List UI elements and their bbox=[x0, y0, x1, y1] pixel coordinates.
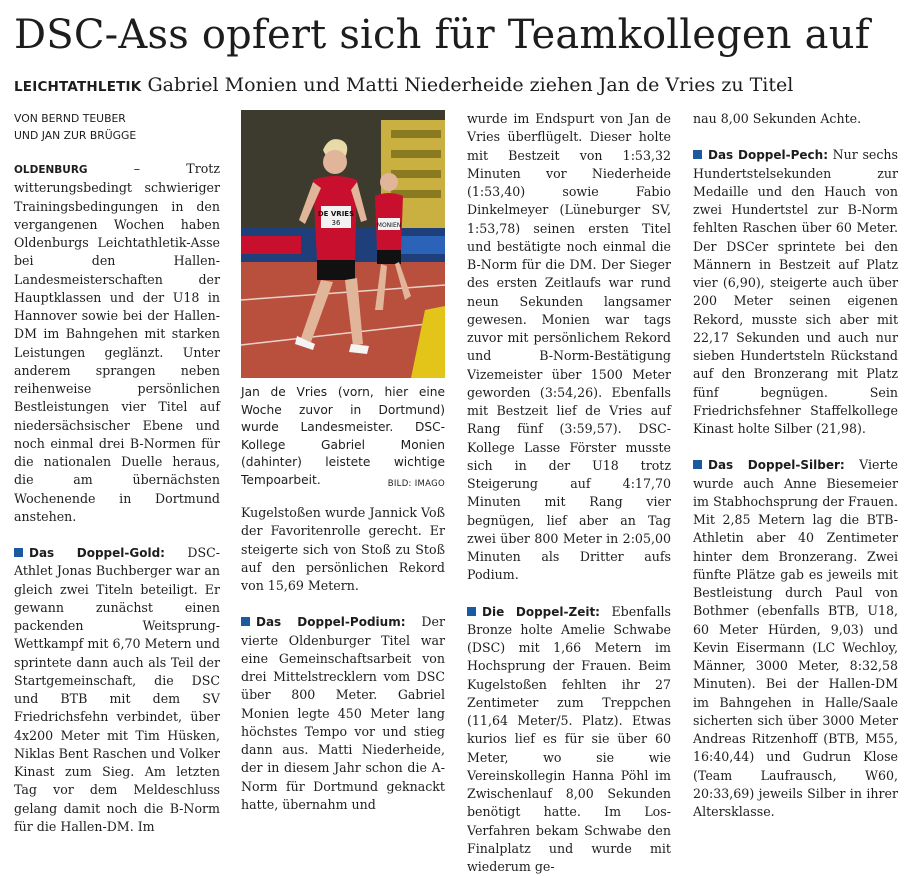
byline-author-1: VON BERND TEUBER bbox=[14, 112, 126, 125]
photo-credit: BILD: IMAGO bbox=[388, 476, 445, 494]
bib-back-name: MONIEN bbox=[377, 222, 401, 229]
subheadline bbox=[14, 70, 904, 102]
column-1 bbox=[14, 110, 220, 836]
race-photo bbox=[241, 110, 445, 378]
photo-caption bbox=[241, 384, 445, 489]
column-4 bbox=[693, 110, 898, 821]
headline: DSC-Ass opfert sich für Teamkollegen auf bbox=[14, 8, 904, 62]
silber-paragraph bbox=[693, 456, 898, 821]
zeit-paragraph bbox=[467, 603, 671, 876]
kicker: LEICHTATHLETIK bbox=[14, 79, 141, 95]
column-3 bbox=[467, 110, 671, 876]
pech-paragraph bbox=[693, 146, 898, 438]
bib-front-number: 36 bbox=[332, 219, 341, 227]
square-bullet-icon bbox=[693, 460, 702, 469]
square-bullet-icon bbox=[14, 548, 23, 557]
square-bullet-icon bbox=[693, 150, 702, 159]
subtitle: Gabriel Monien und Matti Niederheide ziehen Jan de Vries zu Titel bbox=[147, 74, 793, 96]
byline bbox=[14, 110, 220, 144]
column-2 bbox=[241, 110, 445, 814]
podium-text: Der vierte Oldenburger Titel war eine Gemeinschaftsarbeit von drei Mittelstrecklern vom DSC über 800 Meter. Gabriel Monien legte 450 Meter lang höchstes Tempo vor und stieg dann aus. Matti Niederheide, der in diesem Jahr schon die A-Norm für Dortmund geknackt hatte, übernahm und bbox=[241, 614, 445, 812]
gold-subhead: Das Doppel-Gold: bbox=[29, 546, 165, 560]
intro-paragraph bbox=[14, 160, 220, 526]
gold-text: DSC-Athlet Jonas Buchberger war an gleich zwei Titeln beteiligt. Er gewann zunächst einen packenden Weitsprung-Wettkampf mit 6,70 Metern und sprintete dann auch als Teil der Startgemeinschaft, die DSC und BTB mit dem SV Friedrichsfehn verbindet, über 4x200 Meter mit Tim Hüsken, Niklas Bent Raschen und Volker Kinast zum Sieg. Am letzten Tag vor dem Meldeschluss gelang damit noch die B-Norm für die Hallen-DM. Im bbox=[14, 545, 220, 834]
podium-subhead: Das Doppel-Podium: bbox=[256, 615, 406, 629]
podium-continued: wurde im Endspurt von Jan de Vries überflügelt. Dieser holte mit Bestzeit von 1:53,32 Minuten vor Niederheide (1:53,40) sowie Fabio Dinkelmeyer (Lüneburger SV, 1:53,78) seinen ersten Titel und bestätigte noch einmal die B-Norm für die DM. Der Sieger des ersten Zeitlaufs war rund neun Sekunden langsamer gewesen. Monien war tags zuvor mit persönlichem Rekord und B-Norm-Bestätigung Vizemeister über 1500 Meter geworden (3:54,26). Ebenfalls mit Bestzeit lief de Vries auf Rang fünf (3:59,57). DSC-Kollege Lasse Förster musste sich in der U18 trotz Steigerung auf 4:17,70 Minuten mit Rang vier begnügen, lief aber an Tag zwei über 800 Meter in 2:05,00 Minuten als Dritter aufs Podium. bbox=[467, 110, 671, 585]
zeit-continued: nau 8,00 Sekunden Achte. bbox=[693, 110, 898, 128]
pech-subhead: Das Doppel-Pech: bbox=[708, 148, 828, 162]
gold-continued: Kugelstoßen wurde Jannick Voß der Favoritenrolle gerecht. Er steigerte sich von Stoß zu Stoß auf den persönlichen Rekord von 15,69 Metern. bbox=[241, 504, 445, 595]
pech-text: Nur sechs Hundertstelsekunden zur Medaille und den Hauch von zwei Hundertstel zur B-Norm fehlten Raschen über 60 Meter. Der DSCer sprintete bei den Männern in Bestzeit auf Platz vier (6,90), steigerte auch über 200 Meter seinen eigenen Rekord, musste sich aber mit 22,17 Sekunden und auch nur sieben Hundertsteln Rückstand auf den Bronzerang mit Platz fünf begnügen. Sein Friedrichsfehner Staffelkollege Kinast holte Silber (21,98). bbox=[693, 147, 898, 436]
square-bullet-icon bbox=[467, 607, 476, 616]
byline-author-2: UND JAN ZUR BRÜGGE bbox=[14, 129, 136, 142]
bib-front-name: DE VRIES bbox=[318, 210, 354, 218]
zeit-text: Ebenfalls Bronze holte Amelie Schwabe (DSC) mit 1,66 Metern im Hochsprung der Frauen. Beim Kugelstoßen fehlten ihr 27 Zentimeter zum Treppchen (11,64 Meter/5. Platz). Etwas kurios lief es für sie über 60 Meter, wo sie wie Vereinskollegin Hanna Pöhl im Zwischenlauf 8,00 Sekunden benötigt hatte. Im Los-Verfahren bekam Schwabe den Finalplatz und wurde mit wiederum ge- bbox=[467, 604, 671, 875]
podium-paragraph bbox=[241, 613, 445, 814]
caption-text: Jan de Vries (vorn, hier eine Woche zuvor in Dortmund) wurde Landesmeister. DSC-Kollege Gabriel Monien (dahinter) leistete wichtige Tempoarbeit. bbox=[241, 385, 445, 487]
silber-subhead: Das Doppel-Silber: bbox=[708, 458, 845, 472]
zeit-subhead: Die Doppel-Zeit: bbox=[482, 605, 600, 619]
runners-illustration bbox=[241, 110, 445, 378]
dateline: OLDENBURG bbox=[14, 164, 88, 176]
silber-text: Vierte wurde auch Anne Biesemeier im Stabhochsprung der Frauen. Mit 2,85 Metern lag die BTB-Athletin aber 40 Zentimeter hinter dem Bronzerang. Zwei fünfte Plätze gab es jeweils mit Bestleistung durch Paul von Bothmer (ebenfalls BTB, U18, 60 Meter Hürden, 9,03) und Kevin Eisermann (LC Wechloy, Männer, 3000 Meter, 8:32,58 Minuten). Bei der Hallen-DM im Bahngehen in Halle/Saale sicherten sich über 3000 Meter Andreas Ritzenhoff (BTB, M55, 16:40,44) und Gudrun Klose (Team Laufrausch, W60, 20:33,69) jeweils Silber in ihrer Altersklasse. bbox=[693, 457, 898, 819]
gold-paragraph bbox=[14, 544, 220, 836]
square-bullet-icon bbox=[241, 617, 250, 626]
intro-text: – Trotz witterungsbedingt schwieriger Trainingsbedingungen in den vergangenen Wochen haben Oldenburgs Leichtathletik-Asse bei den Hallen-Landesmeisterschaften der Hauptklassen und der U18 in Hannover sowie bei der Hallen-DM im Bahngehen mit starken Leistungen geglänzt. Unter anderem sprangen neben reihenweise persönlichen Bestleistungen vier Titel auf niedersächsischer Ebene und noch einmal drei B-Normen für die nationalen Duelle heraus, die am übernächsten Wochenende in Dortmund anstehen. bbox=[14, 161, 220, 524]
